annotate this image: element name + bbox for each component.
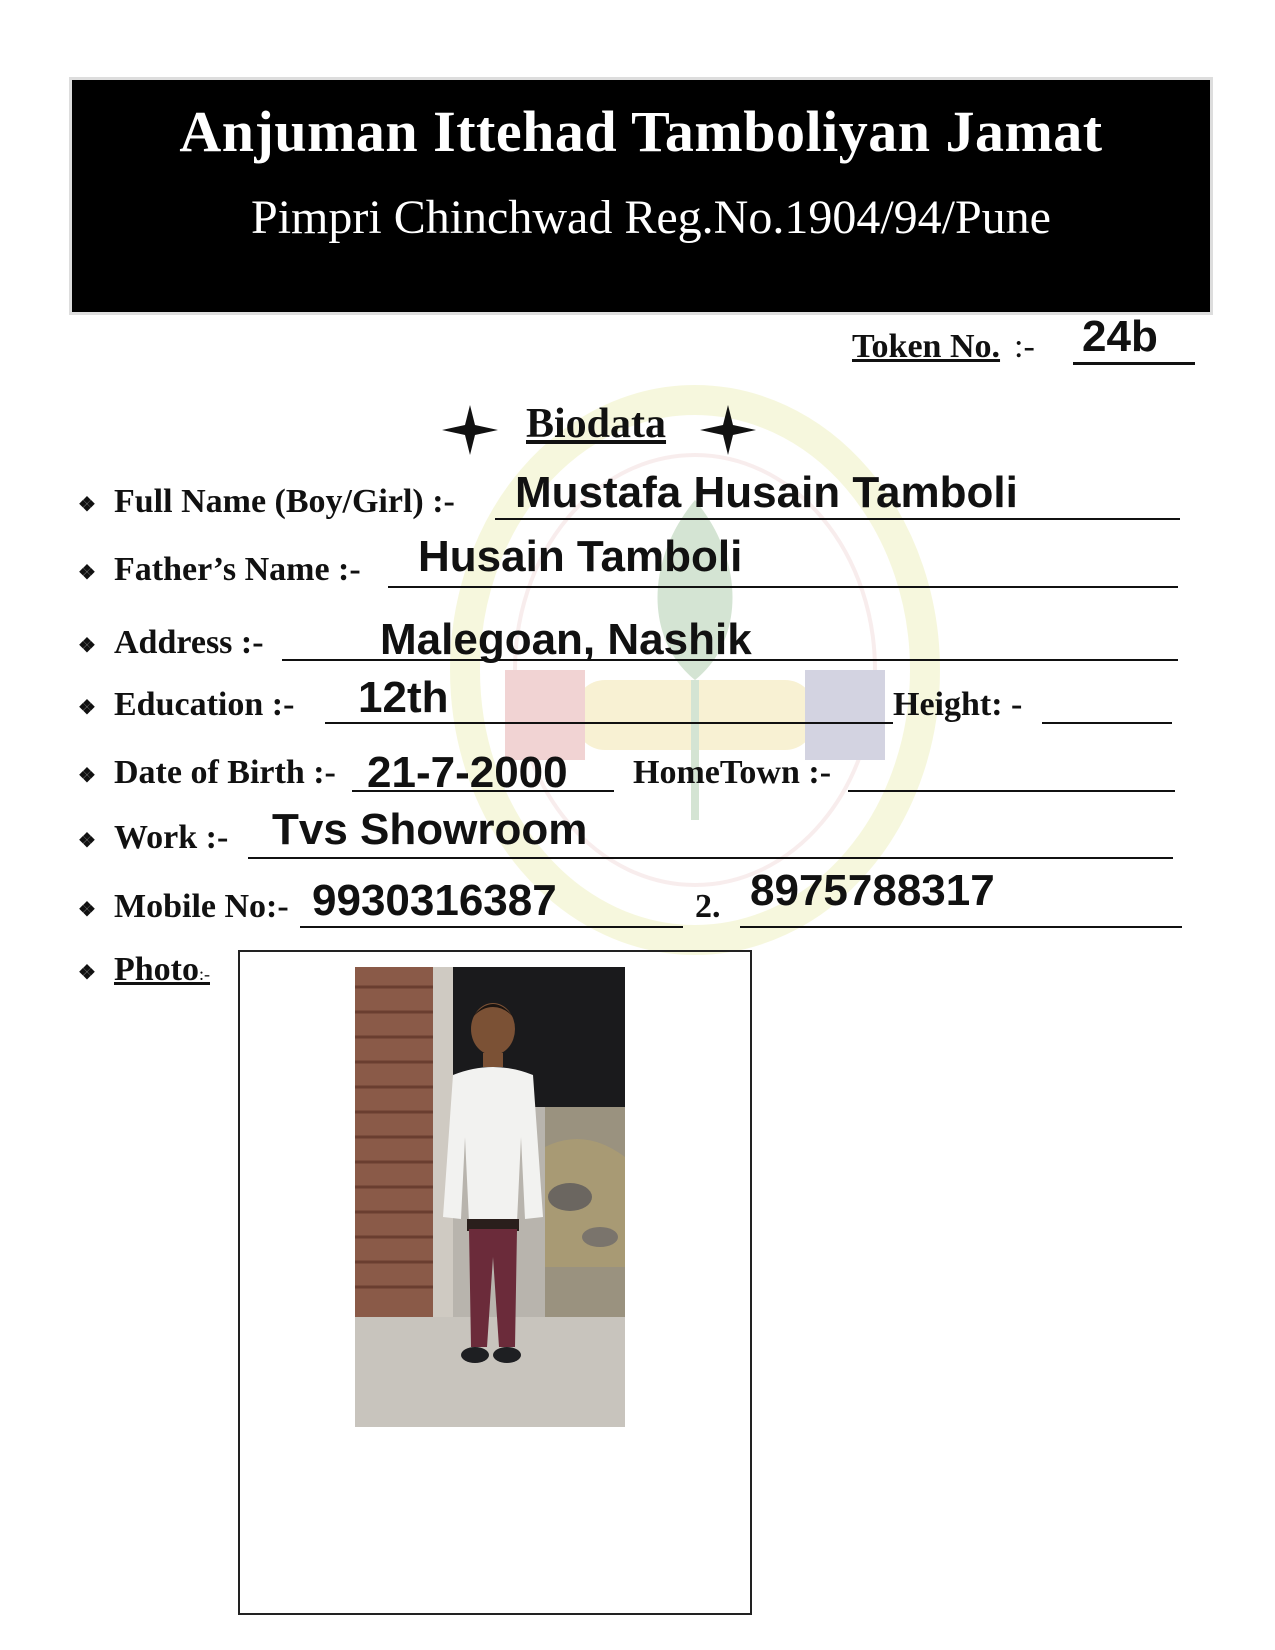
hometown-label: HomeTown :-	[633, 754, 832, 791]
applicant-photo	[355, 967, 625, 1427]
father-name-underline	[388, 586, 1178, 588]
height-label: Height: -	[893, 686, 1023, 723]
father-name-label: Father’s Name :-	[114, 551, 361, 588]
token-field	[852, 328, 1035, 366]
bullet-icon: ❖	[78, 493, 96, 516]
work-row	[78, 819, 228, 857]
four-point-star-icon	[698, 400, 758, 460]
four-point-star-icon	[440, 400, 500, 460]
full-name-label: Full Name (Boy/Girl) :-	[114, 483, 455, 520]
bullet-icon: ❖	[78, 561, 96, 584]
form-title: Biodata	[526, 401, 667, 447]
address-label: Address :-	[114, 624, 264, 661]
photo-label-suffix: :-	[199, 964, 210, 984]
education-row	[78, 686, 294, 724]
mobile-value[interactable]: 9930316387	[312, 876, 557, 925]
token-underline	[1073, 362, 1195, 365]
mobile2-underline	[740, 926, 1182, 928]
mobile2-label: 2.	[695, 888, 721, 925]
full-name-row	[78, 483, 455, 521]
education-label: Education :-	[114, 686, 295, 723]
organization-name: Anjuman Ittehad Tamboliyan Jamat	[179, 99, 1103, 164]
bullet-icon: ❖	[78, 764, 96, 787]
father-name-value[interactable]: Husain Tamboli	[418, 532, 743, 581]
height-underline	[1042, 722, 1172, 724]
registration-info: Pimpri Chinchwad Reg.No.1904/94/Pune	[251, 191, 1051, 244]
mobile-label: Mobile No:-	[114, 888, 289, 925]
mobile-underline	[300, 926, 683, 928]
photo-row	[78, 951, 210, 989]
dob-value[interactable]: 21-7-2000	[367, 748, 568, 797]
token-separator: :-	[1014, 328, 1035, 365]
education-value[interactable]: 12th	[358, 673, 449, 722]
bullet-icon: ❖	[78, 634, 96, 657]
mobile2-value[interactable]: 8975788317	[750, 866, 995, 915]
full-name-underline	[495, 518, 1180, 520]
address-value[interactable]: Malegoan, Nashik	[380, 615, 752, 664]
bullet-icon: ❖	[78, 829, 96, 852]
mobile-row	[78, 888, 289, 926]
token-label: Token No.	[852, 328, 1001, 365]
work-value[interactable]: Tvs Showroom	[272, 805, 588, 854]
father-name-row	[78, 551, 361, 589]
token-value[interactable]: 24b	[1082, 312, 1158, 361]
work-label: Work :-	[114, 819, 229, 856]
hometown-underline	[848, 790, 1175, 792]
dob-label: Date of Birth :-	[114, 754, 336, 791]
photo-label: Photo	[114, 951, 199, 988]
dob-row	[78, 754, 336, 792]
bullet-icon: ❖	[78, 898, 96, 921]
bullet-icon: ❖	[78, 961, 96, 984]
address-row	[78, 624, 264, 662]
organization-header	[72, 80, 1210, 312]
full-name-value[interactable]: Mustafa Husain Tamboli	[515, 468, 1018, 517]
work-underline	[248, 857, 1173, 859]
bullet-icon: ❖	[78, 696, 96, 719]
